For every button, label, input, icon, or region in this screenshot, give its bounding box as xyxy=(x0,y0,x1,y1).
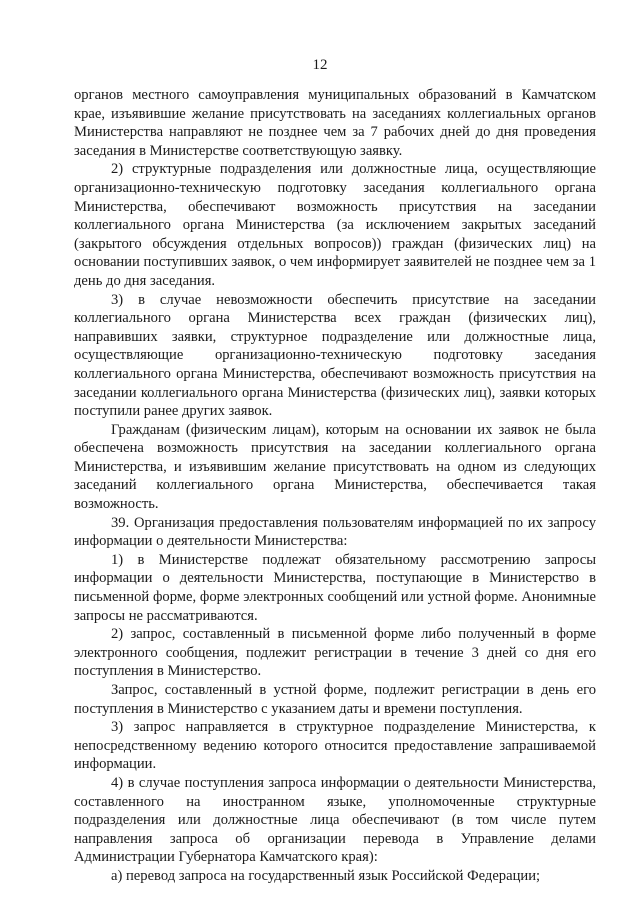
paragraph-oral-request: Запрос, составленный в устной форме, подлежит регистрации в день его поступления в Министерство с указанием даты и времени поступления. xyxy=(74,682,596,717)
page-number: 12 xyxy=(312,57,328,73)
paragraph-39-item-1: 1) в Министерстве подлежат обязательному рассмотрению запросы информации о деятельности Министерства, поступающие в Министерство в письменной форме, форме электронных сообщений или устной форме. Анонимные запросы не рассматриваются. xyxy=(74,551,596,624)
paragraph-subitem-a: а) перевод запроса на государственный язык Российской Федерации; xyxy=(111,867,541,884)
paragraph-39-item-3: 3) запрос направляется в структурное подразделение Министерства, к непосредственному ведению которого относится предоставление запрашиваемой информации. xyxy=(74,719,596,773)
paragraph-citizens: Гражданам (физическим лицам), которым на основании их заявок не была обеспечена возможность присутствия на заседании коллегиального органа Министерства, и изъявившим желание присутствовать на одном из следующих заседаний коллегиального органа Министерства, обеспечивается такая возможность. xyxy=(74,421,596,513)
paragraph-item-3: 3) в случае невозможности обеспечить присутствие на заседании коллегиального органа Министерства всех граждан (физических лиц), направивших заявки, структурное подразделение или должностные лица, осуществляющие организационно-техническую подготовку заседания коллегиального органа Министерства, обеспечивают возможность присутствия на заседании коллегиального органа Министерства (физических лиц), заявки которых поступили ранее других заявок. xyxy=(74,291,596,420)
paragraph-39-item-2: 2) запрос, составленный в письменной форме либо полученный в форме электронного сообщения, подлежит регистрации в течение 3 дней со дня его поступления в Министерство. xyxy=(74,626,596,680)
document-body xyxy=(74,86,596,886)
paragraph-continuation: органов местного самоуправления муниципальных образований в Камчатском крае, изъявившие желание присутствовать на заседаниях коллегиальных органов Министерства направляют не позднее чем за 7 рабочих дней до дня проведения заседания в Министерстве соответствующую заявку. xyxy=(74,87,596,159)
paragraph-item-2: 2) структурные подразделения или должностные лица, осуществляющие организационно-техническую подготовку заседания коллегиального органа Министерства, обеспечивают возможность присутствия на заседании коллегиального органа Министерства (за исключением закрытых заседаний (закрытого обсуждения отдельных вопросов)) граждан (физических лиц) на основании поступивших заявок, о чем информирует заявителей не позднее чем за 1 день до дня заседания. xyxy=(74,161,596,289)
paragraph-section-39: 39. Организация предоставления пользователям информацией по их запросу информации о деятельности Министерства: xyxy=(74,514,596,550)
paragraph-39-item-4: 4) в случае поступления запроса информации о деятельности Министерства, составленного на иностранном языке, уполномоченные структурные подразделения или должностные лица обеспечивают (в том числе путем направления запроса об организации перевода в Управление делами Администрации Губернатора Камчатского края): xyxy=(74,774,596,866)
